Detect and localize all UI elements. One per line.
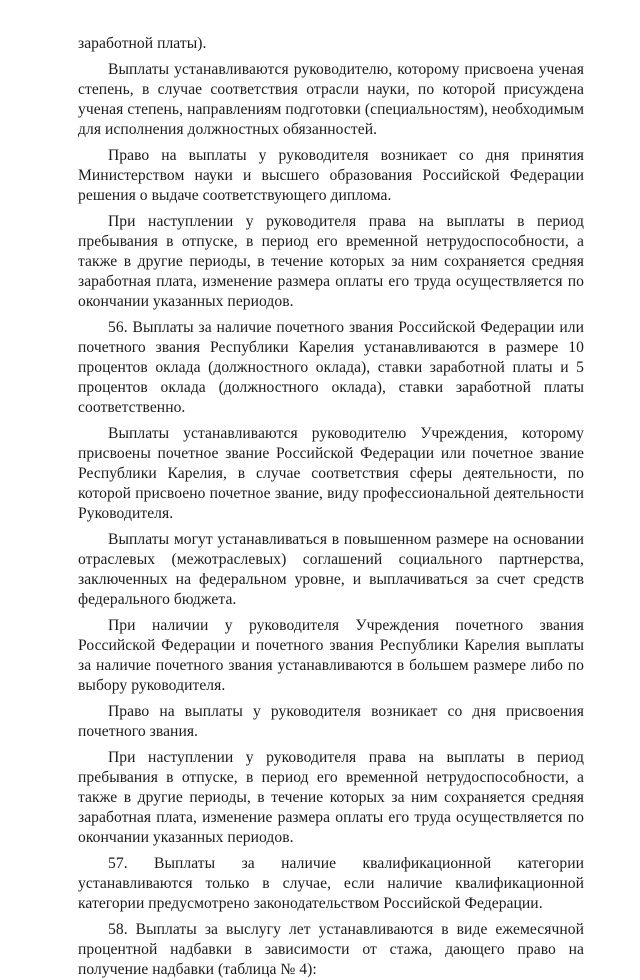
paragraph-clause-57: 57. Выплаты за наличие квалификационной категории устанавливаются только в случае, если наличие квалификационной категории предусмотрено законодательством Российской Федерации. xyxy=(78,855,584,912)
paragraph-title-increased: Выплаты могут устанавливаться в повышенном размере на основании отраслевых (межотраслевых) соглашений социального партнерства, заключенных на федеральном уровне, и выплачиваться за счет средств федерального бюджета. xyxy=(78,531,584,608)
paragraph-title-both: При наличии у руководителя Учреждения почетного звания Российской Федерации и почетного звания Республики Карелия выплаты за наличие почетного звания устанавливаются в большем размере либо по выбору руководителя. xyxy=(78,617,584,694)
paragraph-continuation: заработной платы). xyxy=(78,35,207,52)
paragraph-degree-condition: Выплаты устанавливаются руководителю, которому присвоена ученая степень, в случае соответствия отрасли науки, по которой присуждена ученая степень, направлениям подготовки (специальностям), необходимым для исполнения должностных обязанностей. xyxy=(78,61,584,138)
paragraph-degree-right: Право на выплаты у руководителя возникает со дня принятия Министерством науки и высшего образования Российской Федерации решения о выдаче соответствующего диплома. xyxy=(78,147,584,204)
paragraph-clause-56: 56. Выплаты за наличие почетного звания Российской Федерации или почетного звания Республики Карелия устанавливаются в размере 10 процентов оклада (должностного оклада), ставки заработной платы и 5 процентов оклада (должностного оклада), ставки заработной платы соответственно. xyxy=(78,319,584,416)
paragraph-title-condition: Выплаты устанавливаются руководителю Учреждения, которому присвоены почетное звание Российской Федерации или почетное звание Республики Карелия, в случае соответствия сферы деятельности, по которой присвоено почетное звание, виду профессиональной деятельности Руководителя. xyxy=(78,425,584,522)
paragraph-clause-58: 58. Выплаты за выслугу лет устанавливаются в виде ежемесячной процентной надбавки в зависимости от стажа, дающего право на получение надбавки (таблица № 4): xyxy=(78,921,584,978)
paragraph-title-right: Право на выплаты у руководителя возникает со дня присвоения почетного звания. xyxy=(78,703,584,740)
paragraph-degree-leave: При наступлении у руководителя права на выплаты в период пребывания в отпуске, в период его временной нетрудоспособности, а также в другие периоды, в течение которых за ним сохраняется средняя заработная плата, изменение размера оплаты его труда осуществляется по окончании указанных периодов. xyxy=(78,213,584,310)
paragraph-title-leave: При наступлении у руководителя права на выплаты в период пребывания в отпуске, в период его временной нетрудоспособности, а также в другие периоды, в течение которых за ним сохраняется средняя заработная плата, изменение размера оплаты его труда осуществляется по окончании указанных периодов. xyxy=(78,749,584,846)
